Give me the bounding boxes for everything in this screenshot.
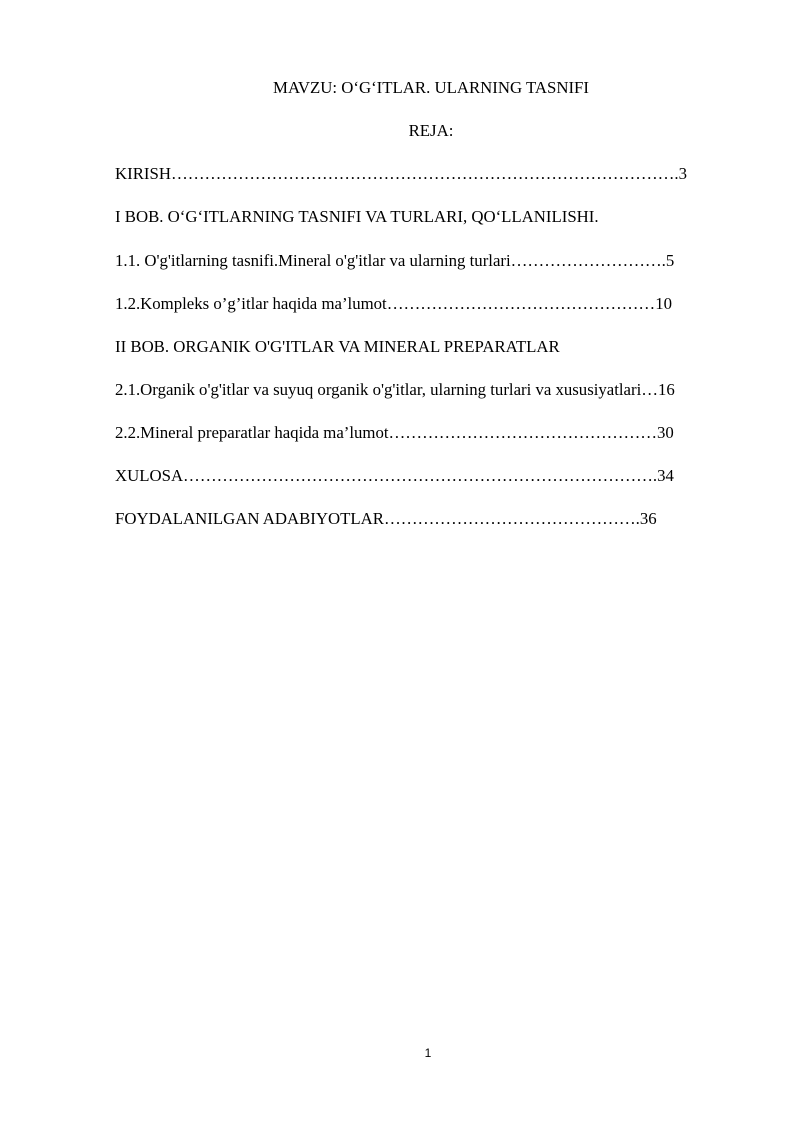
plan-heading: REJA:: [408, 121, 454, 140]
toc-entry-references: FOYDALANILGAN ADABIYOTLAR……………………………………….36: [115, 509, 657, 528]
toc-entry-introduction: KIRISH……………………………………………………………………………….3: [115, 164, 687, 183]
toc-chapter-2: II BOB. ORGANIK O'G'ITLAR VA MINERAL PREPARATLAR: [115, 337, 560, 356]
toc-entry-conclusion: XULOSA………………………………………………………………………….34: [115, 466, 674, 485]
page-title: MAVZU: O‘G‘ITLAR. ULARNING TASNIFI: [273, 78, 589, 97]
page-number: 1: [424, 1046, 432, 1060]
toc-entry-2-2: 2.2.Mineral preparatlar haqida ma’lumot…………………………………………30: [115, 423, 674, 442]
toc-chapter-1: I BOB. O‘G‘ITLARNING TASNIFI VA TURLARI, QO‘LLANILISHI.: [115, 207, 599, 226]
toc-entry-1-1: 1.1. O'g'itlarning tasnifi.Mineral o'g'itlar va ularning turlari……………………….5: [115, 251, 675, 270]
toc-entry-2-1: 2.1.Organik o'g'itlar va suyuq organik o'g'itlar, ularning turlari va xususiyatlari…16: [115, 380, 675, 399]
toc-entry-1-2: 1.2.Kompleks o’g’itlar haqida ma’lumot…………………………………………10: [115, 294, 672, 313]
